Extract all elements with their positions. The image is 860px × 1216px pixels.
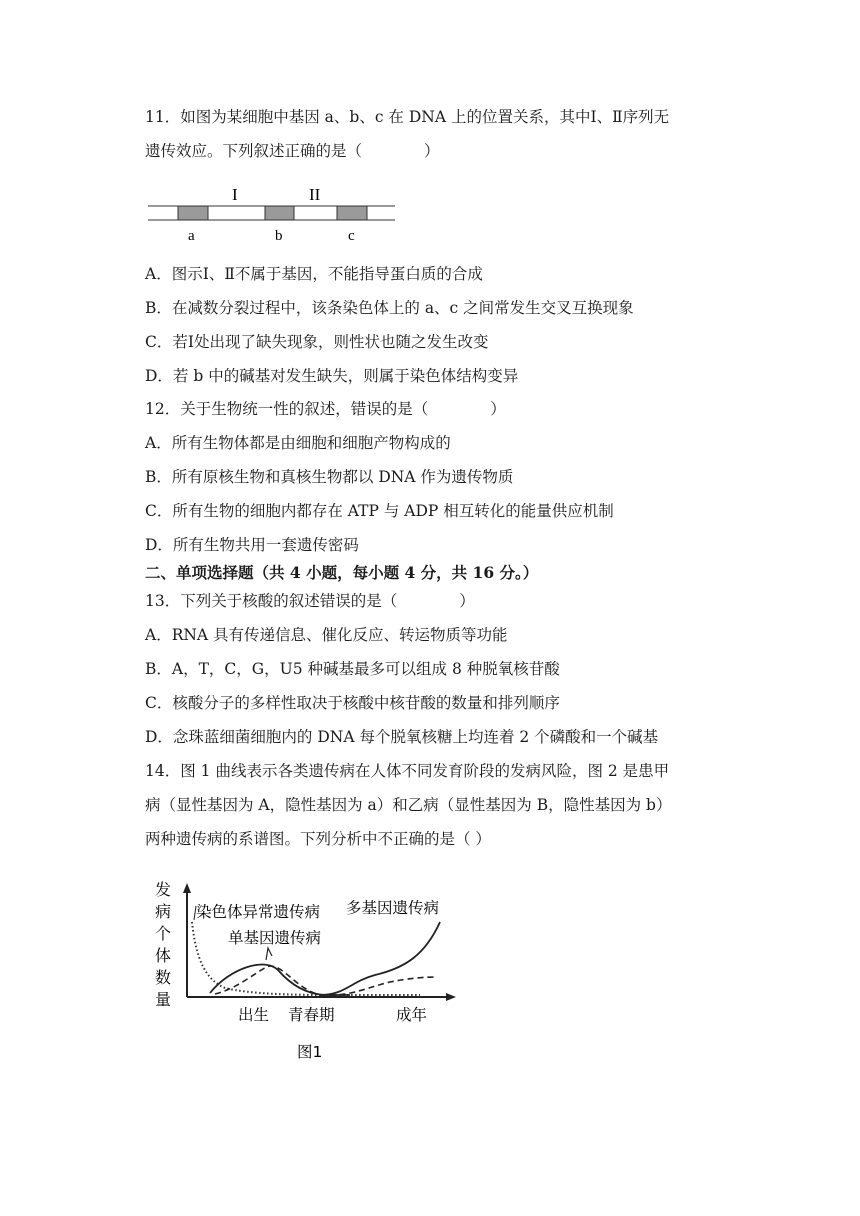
label-monogenic: 单基因遗传病 <box>228 929 322 947</box>
q12-option-b: B．所有原核生物和真核生物都以 DNA 作为遗传物质 <box>145 468 514 486</box>
q14-stem-line2: 病（显性基因为 A，隐性基因为 a）和乙病（显性基因为 B，隐性基因为 b） <box>145 796 672 814</box>
q12-option-c: C．所有生物的细胞内都存在 ATP 与 ADP 相互转化的能量供应机制 <box>145 502 614 520</box>
gene-b-box <box>265 206 294 220</box>
q13-option-a: A．RNA 具有传递信息、催化反应、转运物质等功能 <box>145 626 508 644</box>
figure1-caption: 图1 <box>297 1043 323 1061</box>
label-I: I <box>232 185 238 204</box>
q11-option-a: A．图示Ⅰ、Ⅱ不属于基因，不能指导蛋白质的合成 <box>145 265 483 283</box>
q11-stem-line2: 遗传效应。下列叙述正确的是（ ） <box>145 142 440 160</box>
q11-option-d: D．若 b 中的碱基对发生缺失，则属于染色体结构变异 <box>145 367 519 385</box>
q14-stem-line1: 14．图 1 曲线表示各类遗传病在人体不同发育阶段的发病风险，图 2 是患甲 <box>145 762 670 780</box>
ylabel-char-3: 个 <box>155 924 172 943</box>
q11-dna-figure <box>140 178 410 248</box>
q13-option-d: D．念珠蓝细菌细胞内的 DNA 每个脱氧核糖上均连着 2 个磷酸和一个碱基 <box>145 728 659 746</box>
label-polygenic: 多基因遗传病 <box>346 899 440 917</box>
label-c: c <box>348 228 355 244</box>
ylabel-char-4: 体 <box>155 946 172 965</box>
q13-stem: 13．下列关于核酸的叙述错误的是（ ） <box>145 592 475 610</box>
q11-option-c: C．若Ⅰ处出现了缺失现象，则性状也随之发生改变 <box>145 333 489 351</box>
q14-stem-line3: 两种遗传病的系谱图。下列分析中不正确的是（ ） <box>145 830 491 848</box>
ylabel-char-5: 数 <box>155 968 172 987</box>
q12-option-d: D．所有生物共用一套遗传密码 <box>145 536 359 554</box>
x-label-puberty: 青春期 <box>288 1006 335 1024</box>
q11-option-b: B．在减数分裂过程中，该条染色体上的 a、c 之间常发生交叉互换现象 <box>145 299 634 317</box>
q12-stem: 12．关于生物统一性的叙述，错误的是（ ） <box>145 400 506 418</box>
y-axis-arrow <box>183 883 191 893</box>
x-axis-arrow <box>446 993 456 1001</box>
q12-option-a: A．所有生物体都是由细胞和细胞产物构成的 <box>145 434 451 452</box>
label-a: a <box>188 228 195 244</box>
ylabel-char-1: 发 <box>155 880 172 899</box>
x-label-birth: 出生 <box>238 1006 270 1024</box>
monogenic-pointer <box>266 948 272 960</box>
q11-stem-line1: 11．如图为某细胞中基因 a、b、c 在 DNA 上的位置关系，其中Ⅰ、Ⅱ序列无 <box>145 108 670 126</box>
label-chromosomal: 染色体异常遗传病 <box>196 903 321 921</box>
gene-a-box <box>178 206 208 220</box>
q13-option-c: C．核酸分子的多样性取决于核酸中核苷酸的数量和排列顺序 <box>145 694 560 712</box>
section2-heading: 二、单项选择题（共 4 小题，每小题 4 分，共 16 分。） <box>145 563 539 582</box>
label-b: b <box>275 228 283 244</box>
ylabel-char-2: 病 <box>155 902 172 921</box>
label-II: II <box>309 185 321 204</box>
q14-figure1 <box>150 870 470 1065</box>
q13-option-b: B．A，T，C，G，U5 种碱基最多可以组成 8 种脱氧核苷酸 <box>145 660 560 678</box>
gene-c-box <box>337 206 367 220</box>
x-label-adult: 成年 <box>396 1006 428 1024</box>
ylabel-char-6: 量 <box>155 990 172 1009</box>
